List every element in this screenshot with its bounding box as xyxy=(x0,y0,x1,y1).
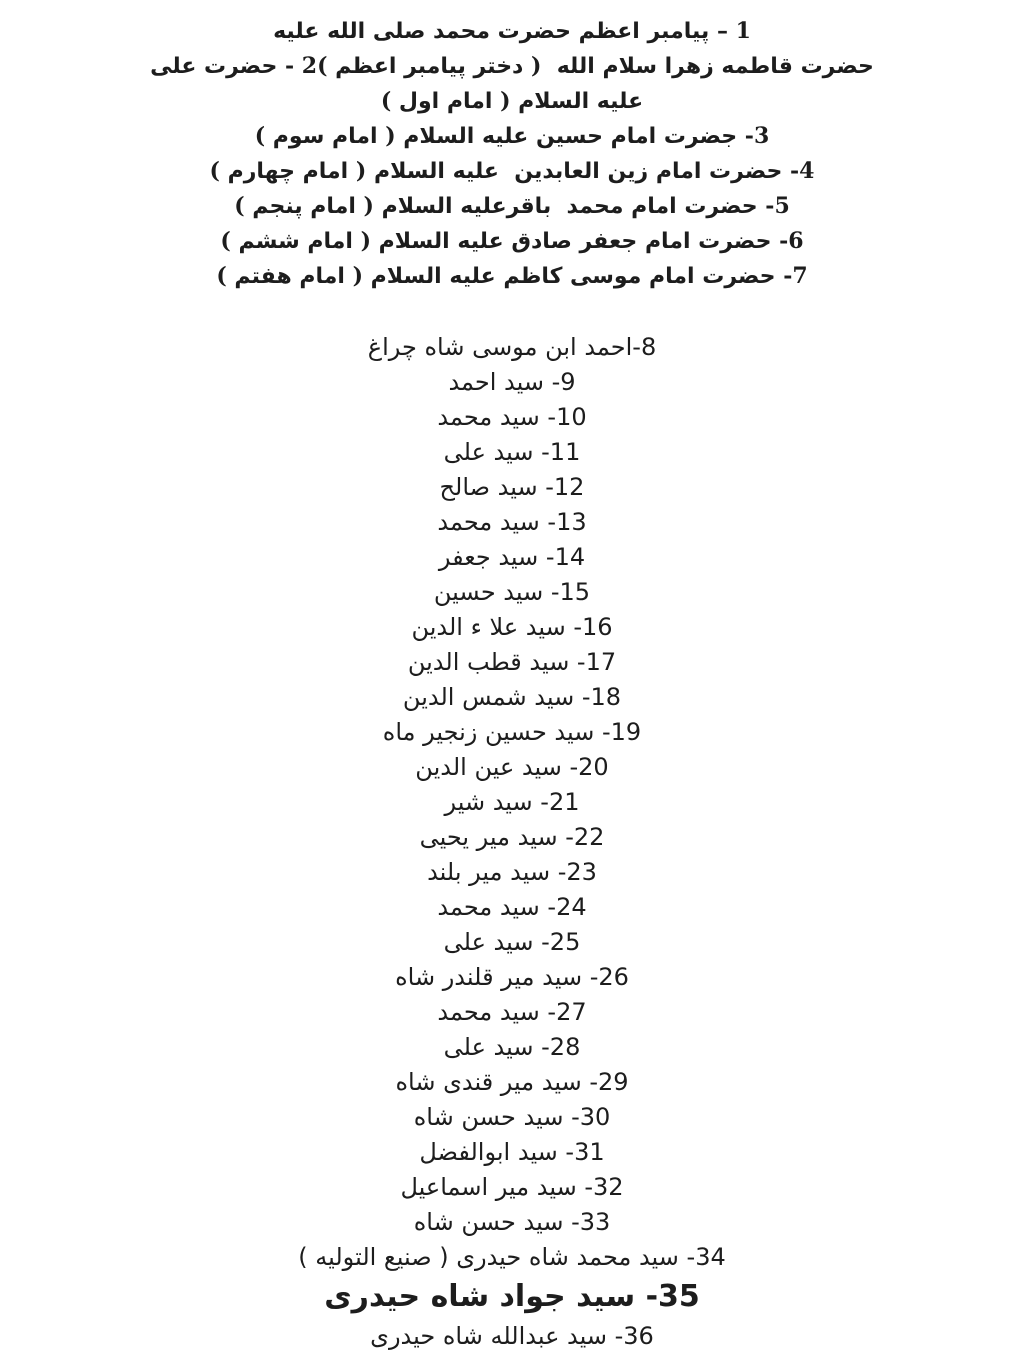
lineage-list-line: 27- سید محمد xyxy=(437,998,587,1026)
imams-list-line: 5- حضرت امام محمد باقرعلیه السلام ( امام پنجم ) xyxy=(234,193,790,219)
lineage-list-line: 9- سید احمد xyxy=(448,368,576,396)
lineage-list-line: 21- سید شیر xyxy=(444,788,580,816)
lineage-list-line: 26- سید میر قلندر شاه xyxy=(395,963,629,991)
lineage-list-line: 8-احمد ابن موسی شاه چراغ xyxy=(367,333,657,361)
imams-list-line: 1 – پیامبر اعظم حضرت محمد صلی الله علیه xyxy=(273,18,751,44)
lineage-list-line: 23- سید میر بلند xyxy=(427,858,597,886)
lineage-list-line: 12- سید صالح xyxy=(439,473,585,501)
lineage-list-line: 34- سید محمد شاه حیدری ( صنیع التولیه ) xyxy=(298,1243,726,1271)
lineage-list-line: 22- سید میر یحیی xyxy=(419,823,605,851)
lineage-list-line: 20- سید عین الدین xyxy=(415,753,609,781)
imams-list-line: 7- حضرت امام موسی کاظم علیه السلام ( امام هفتم ) xyxy=(216,263,808,289)
imams-list-line: 4- حضرت امام زین العابدین علیه السلام ( امام چهارم ) xyxy=(209,158,815,184)
lineage-list-line: 17- سید قطب الدین xyxy=(407,648,617,676)
lineage-list-line: 11- سید علی xyxy=(443,438,581,466)
lineage-list-line: 32- سید میر اسماعیل xyxy=(400,1173,624,1201)
lineage-final-line: 35- سید جواد شاه حیدری xyxy=(324,1279,700,1314)
imams-list-line: 6- حضرت امام جعفر صادق علیه السلام ( امام ششم ) xyxy=(220,228,804,254)
lineage-list xyxy=(0,330,1024,1275)
lineage-list-line: 13- سید محمد xyxy=(437,508,587,536)
lineage-clipped-line: 36- سید عبدالله شاه حیدری xyxy=(370,1322,654,1350)
lineage-list-line: 25- سید علی xyxy=(443,928,581,956)
lineage-list-line: 19- سید حسین زنجیر ماه xyxy=(382,718,642,746)
imams-list-line: علیه السلام ( امام اول ) xyxy=(380,88,644,114)
lineage-list-line: 15- سید حسین xyxy=(433,578,591,606)
imams-list-line: 3- جضرت امام حسین علیه السلام ( امام سوم ) xyxy=(254,123,770,149)
lineage-list-line: 14- سید جعفر xyxy=(438,543,586,571)
imams-list xyxy=(0,0,1024,294)
lineage-list-line: 10- سید محمد xyxy=(437,403,587,431)
lineage-list-line: 29- سید میر قندی شاه xyxy=(395,1068,629,1096)
lineage-list-line: 18- سید شمس الدین xyxy=(402,683,622,711)
lineage-list-line: 28- سید علی xyxy=(443,1033,581,1061)
lineage-list-line: 33- سید حسن شاه xyxy=(413,1208,611,1236)
lineage-list-line: 24- سید محمد xyxy=(437,893,587,921)
lineage-list-line: 30- سید حسن شاه xyxy=(413,1103,611,1131)
lineage-list-line: 16- سید علا ء الدین xyxy=(411,613,613,641)
lineage-list-line: 31- سید ابوالفضل xyxy=(419,1138,605,1166)
imams-list-line: حضرت قاطمه زهرا سلام الله ( دختر پیامبر اعظم )2 - حضرت علی xyxy=(150,53,874,79)
